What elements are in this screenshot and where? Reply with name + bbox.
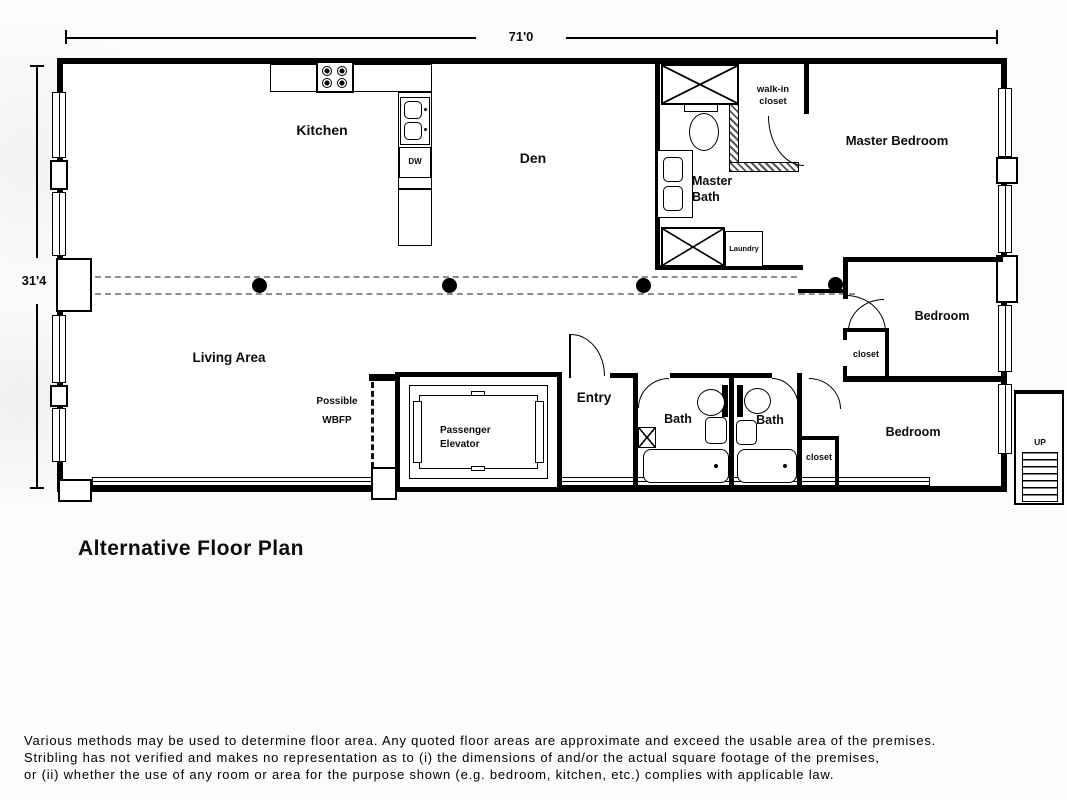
shower-stall xyxy=(661,64,739,105)
sink-basin xyxy=(663,157,683,182)
elevator-door-guide xyxy=(413,401,422,463)
wall-bedroom-upper-top xyxy=(843,257,1003,262)
sink-basin xyxy=(705,417,727,444)
passenger-elevator-label: Passenger Elevator xyxy=(440,425,491,450)
wall-bedroom-lower-left xyxy=(797,373,802,492)
bath-right-label: Bath xyxy=(756,413,784,427)
closet-lower-label: closet xyxy=(805,452,832,462)
window xyxy=(52,408,66,462)
stove xyxy=(316,61,354,93)
master-bath-label: Master Bath xyxy=(692,174,733,204)
faucet-dot xyxy=(424,128,427,131)
wbfp-dashed-line xyxy=(371,382,374,468)
column-dot xyxy=(636,278,651,293)
shower-small xyxy=(638,427,656,448)
wall-closet-right xyxy=(804,62,809,114)
wall-bath-top xyxy=(670,373,731,378)
disclaimer-line: or (ii) whether the use of any room or area for the purpose shown (e.g. bedroom, kitchen, etc.) complies with applicable law. xyxy=(24,767,835,782)
dimension-tick xyxy=(30,487,44,489)
sink-basin xyxy=(404,122,422,140)
column-pier xyxy=(56,258,92,312)
top-dimension-line xyxy=(66,37,476,39)
wall-closet-lower xyxy=(835,436,839,492)
entry-label: Entry xyxy=(576,390,612,405)
page-title: Alternative Floor Plan xyxy=(78,537,304,560)
wall-bedroom-upper-left xyxy=(843,257,848,299)
dimension-tick xyxy=(65,30,67,44)
bedroom-upper-label: Bedroom xyxy=(914,309,970,323)
stairs-up-label: UP xyxy=(1034,437,1046,447)
elevator-mark xyxy=(471,391,485,396)
wall-between-baths xyxy=(729,373,734,492)
dashed-beam-line xyxy=(95,293,855,295)
window xyxy=(52,315,66,383)
possible-wbfp-label: Possible WBFP xyxy=(316,396,358,426)
wall-bath-top xyxy=(734,373,772,378)
bathtub xyxy=(643,449,729,483)
disclaimer-line: Stribling has not verified and makes no representation as to (i) the dimensions of and/or the actual square footage of the premises, xyxy=(24,750,880,765)
kitchen-sink-unit xyxy=(400,97,430,145)
wall-closet-hatched xyxy=(729,162,799,172)
column-dot xyxy=(442,278,457,293)
elevator-mark xyxy=(471,466,485,471)
wall-pier xyxy=(50,385,68,407)
living-area-label: Living Area xyxy=(192,350,266,365)
den-label: Den xyxy=(519,150,547,166)
wall-closet-hatched xyxy=(729,96,739,170)
dimension-tick xyxy=(30,65,44,67)
wall-closet-upper xyxy=(843,328,847,340)
wall-pier xyxy=(996,157,1018,184)
stove-burner xyxy=(322,78,332,88)
height-dimension-label: 31'4 xyxy=(21,273,47,288)
toilet-bowl xyxy=(689,113,719,151)
window xyxy=(998,185,1012,253)
door-leaf-master-bedroom xyxy=(798,289,846,293)
window xyxy=(998,88,1012,157)
stove-burner xyxy=(337,66,347,76)
window xyxy=(52,92,66,158)
bath-left-label: Bath xyxy=(664,412,692,426)
toilet-bowl xyxy=(744,388,771,414)
wall-closet-lower xyxy=(799,436,839,440)
wall-pier xyxy=(50,160,68,190)
bathtub xyxy=(737,449,797,483)
column-dot xyxy=(252,278,267,293)
elevator-door-guide xyxy=(535,401,544,463)
master-bedroom-label: Master Bedroom xyxy=(845,133,949,148)
window xyxy=(52,192,66,256)
tub-drain-dot xyxy=(783,464,787,468)
exterior-wall-top xyxy=(57,58,1007,64)
wall-closet-upper xyxy=(843,328,889,332)
wbfp-wall-stub xyxy=(369,374,397,381)
tub-drain-dot xyxy=(714,464,718,468)
disclaimer-line: Various methods may be used to determine floor area. Any quoted floor areas are approximate and exceed the usable area of the premises. xyxy=(24,733,937,748)
top-dimension-line xyxy=(566,37,997,39)
toilet-tank xyxy=(737,385,743,417)
laundry-label: Laundry xyxy=(729,244,759,253)
closet-upper-label: closet xyxy=(852,349,879,359)
wbfp-pier xyxy=(371,467,397,500)
left-dimension-line xyxy=(36,304,38,488)
vanity xyxy=(657,150,693,218)
left-dimension-line xyxy=(36,66,38,258)
wall-pier xyxy=(996,255,1018,303)
bedroom-lower-label: Bedroom xyxy=(885,425,941,439)
kitchen-label: Kitchen xyxy=(296,122,348,138)
stair-treads xyxy=(1022,452,1058,502)
stove-burner xyxy=(337,78,347,88)
dimension-tick xyxy=(996,30,998,44)
sink-basin xyxy=(404,101,422,119)
walk-in-closet-label: walk-in closet xyxy=(756,84,790,107)
dishwasher-label: DW xyxy=(408,157,422,166)
wall-pier xyxy=(58,479,92,502)
toilet-tank xyxy=(684,104,718,112)
stove-burner xyxy=(322,66,332,76)
window xyxy=(998,305,1012,372)
shower-stall xyxy=(661,227,725,267)
width-dimension-label: 71'0 xyxy=(508,29,534,44)
faucet-dot xyxy=(424,108,427,111)
window xyxy=(998,384,1012,454)
counter-divider xyxy=(399,188,431,190)
sink-basin xyxy=(663,186,683,211)
wall-bedroom-upper-bottom xyxy=(843,376,1003,382)
